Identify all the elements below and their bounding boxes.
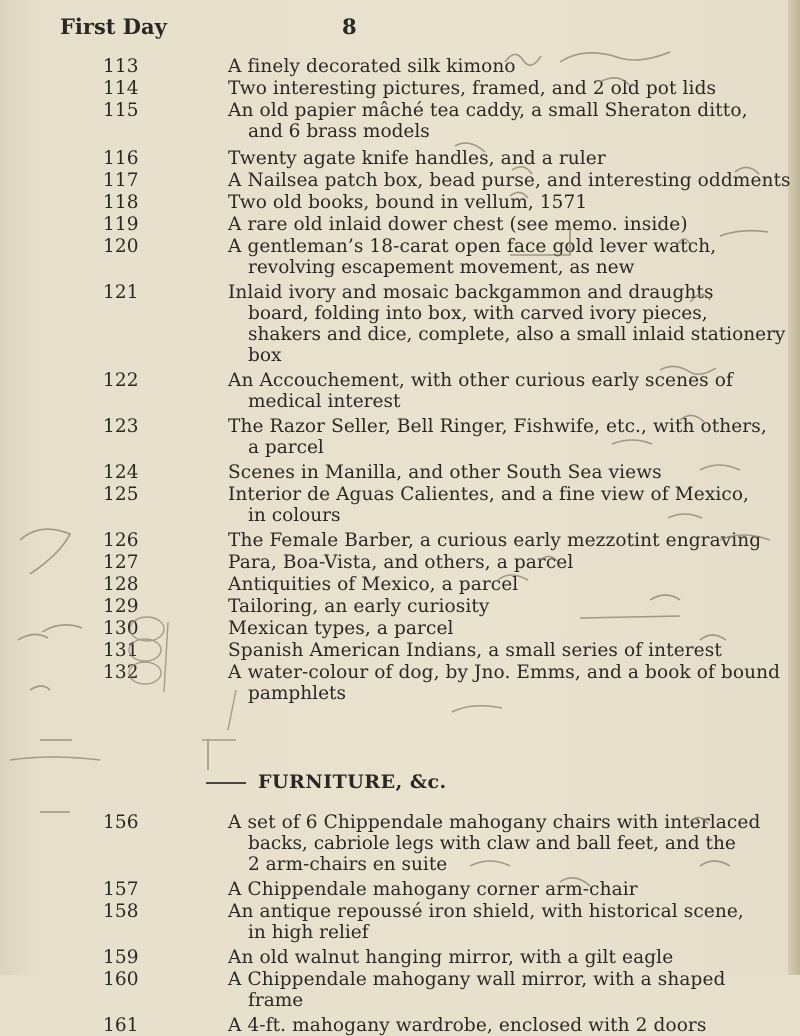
page-title: First Day (60, 14, 167, 39)
lot-156-line-3: 2 arm-chairs en suite (248, 854, 448, 875)
pencil-mark (30, 686, 50, 690)
pencil-mark (690, 817, 708, 824)
lot-description: A Chippendale mahogany corner arm-chair (228, 879, 638, 900)
lot-121-line-2: board, folding into box, with carved ivory pieces, (248, 303, 708, 324)
lot-description: A water-colour of dog, by Jno. Emms, and a book of bound (228, 662, 781, 683)
pencil-mark (668, 514, 702, 518)
lot-description: Spanish American Indians, a small series of interest (228, 640, 722, 661)
lot-description: An antique repoussé iron shield, with historical scene, (228, 901, 744, 922)
pencil-mark (42, 625, 82, 632)
lot-description: Antiquities of Mexico, a parcel (228, 574, 519, 595)
lot-description: Mexican types, a parcel (228, 618, 454, 639)
lot-number: 161 (103, 1015, 139, 1036)
pencil-mark (560, 878, 590, 886)
lot-description: A set of 6 Chippendale mahogany chairs with interlaced (228, 812, 761, 833)
pencil-mark (20, 529, 70, 574)
lot-description: A finely decorated silk kimono (228, 56, 516, 77)
pencil-mark (720, 231, 768, 236)
lot-number: 115 (103, 100, 139, 121)
lot-description: Scenes in Manilla, and other South Sea views (228, 462, 662, 483)
lot-number: 158 (103, 901, 139, 922)
lot-number: 160 (103, 969, 139, 990)
pencil-mark (580, 616, 680, 618)
pencil-mark (700, 635, 726, 640)
pencil-mark (560, 52, 670, 62)
pencil-circle (129, 662, 161, 684)
lot-number: 157 (103, 879, 139, 900)
lot-number: 114 (103, 78, 139, 99)
lot-description: A rare old inlaid dower chest (see memo. inside) (228, 214, 688, 235)
pencil-mark (690, 294, 710, 302)
lot-description: Two interesting pictures, framed, and 2 old pot lids (228, 78, 717, 99)
lot-115-line-2: and 6 brass models (248, 121, 430, 142)
lot-number: 119 (103, 214, 139, 235)
lot-number: 125 (103, 484, 139, 505)
pencil-mark (720, 535, 770, 540)
pencil-mark (700, 861, 730, 866)
lot-number: 131 (103, 640, 139, 661)
pencil-mark (660, 366, 716, 374)
lot-number: 129 (103, 596, 139, 617)
lot-description: Twenty agate knife handles, and a ruler (228, 148, 606, 169)
pencil-mark (612, 440, 652, 444)
lot-description: A gentleman’s 18-carat open face gold lever watch, (228, 236, 717, 257)
pencil-mark (540, 556, 558, 562)
lot-number: 122 (103, 370, 139, 391)
pencil-mark (505, 54, 541, 65)
lot-number: 130 (103, 618, 139, 639)
pencil-mark (510, 225, 570, 255)
section-heading-text: FURNITURE, &c. (258, 771, 447, 793)
lot-description: Para, Boa-Vista, and others, a parcel (228, 552, 574, 573)
pencil-mark (228, 690, 236, 730)
lot-number: 159 (103, 947, 139, 968)
pencil-mark (470, 861, 510, 866)
lot-122-line-2: medical interest (248, 391, 401, 412)
pencil-mark (678, 239, 690, 244)
lot-description: An Accouchement, with other curious early scenes of (228, 370, 733, 391)
lot-description: A Nailsea patch box, bead purse, and interesting oddments (228, 170, 791, 191)
lot-125-line-2: in colours (248, 505, 341, 526)
pencil-circle (130, 617, 164, 641)
lot-description: The Razor Seller, Bell Ringer, Fishwife, etc., with others, (228, 416, 767, 437)
lot-number: 156 (103, 812, 139, 833)
pencil-mark (680, 415, 704, 422)
lot-160-line-2: frame (248, 990, 304, 1011)
lot-121-line-3: shakers and dice, complete, also a small inlaid stationery (248, 324, 786, 345)
lot-number: 117 (103, 170, 139, 191)
lot-description: A 4-ft. mahogany wardrobe, enclosed with 2 doors (228, 1015, 707, 1036)
lot-description: An old papier mâché tea caddy, a small Sheraton ditto, (228, 100, 748, 121)
lot-number: 116 (103, 148, 139, 169)
lot-120-line-2: revolving escapement movement, as new (248, 257, 635, 278)
lot-number: 127 (103, 552, 139, 573)
page-number: 8 (342, 14, 357, 39)
lot-number: 126 (103, 530, 139, 551)
pencil-bracket (164, 622, 168, 692)
pencil-mark (700, 465, 740, 470)
lot-132-line-2: pamphlets (248, 683, 346, 704)
pencil-mark (10, 757, 100, 760)
pencil-mark (510, 192, 528, 198)
lot-number: 123 (103, 416, 139, 437)
pencil-mark (455, 143, 485, 152)
lot-number: 124 (103, 462, 139, 483)
lot-number: 128 (103, 574, 139, 595)
lot-description: A Chippendale mahogany wall mirror, with a shaped (228, 969, 726, 990)
lot-description: The Female Barber, a curious early mezzotint engraving (228, 530, 762, 551)
pencil-mark (18, 634, 48, 640)
lot-number: 113 (103, 56, 139, 77)
lot-number: 121 (103, 282, 139, 303)
lot-158-line-2: in high relief (248, 922, 369, 943)
pencil-mark (452, 706, 502, 712)
lot-description: Interior de Aguas Calientes, and a fine view of Mexico, (228, 484, 750, 505)
lot-description: Inlaid ivory and mosaic backgammon and draughts (228, 282, 714, 303)
pencil-mark (650, 595, 680, 600)
lot-description: Tailoring, an early curiosity (228, 596, 490, 617)
lot-description: An old walnut hanging mirror, with a gilt eagle (228, 947, 674, 968)
lot-156-line-2: backs, cabriole legs with claw and ball feet, and the (248, 833, 736, 854)
pencil-mark (735, 167, 759, 174)
pencil-mark (498, 575, 528, 580)
lot-description: Two old books, bound in vellum, 1571 (228, 192, 588, 213)
lot-number: 120 (103, 236, 139, 257)
pencil-circle (129, 639, 161, 661)
lot-121-line-4: box (248, 345, 282, 366)
lot-number: 118 (103, 192, 139, 213)
pencil-mark (512, 167, 532, 174)
pencil-mark (600, 78, 630, 86)
lot-number: 132 (103, 662, 139, 683)
lot-123-line-2: a parcel (248, 437, 324, 458)
